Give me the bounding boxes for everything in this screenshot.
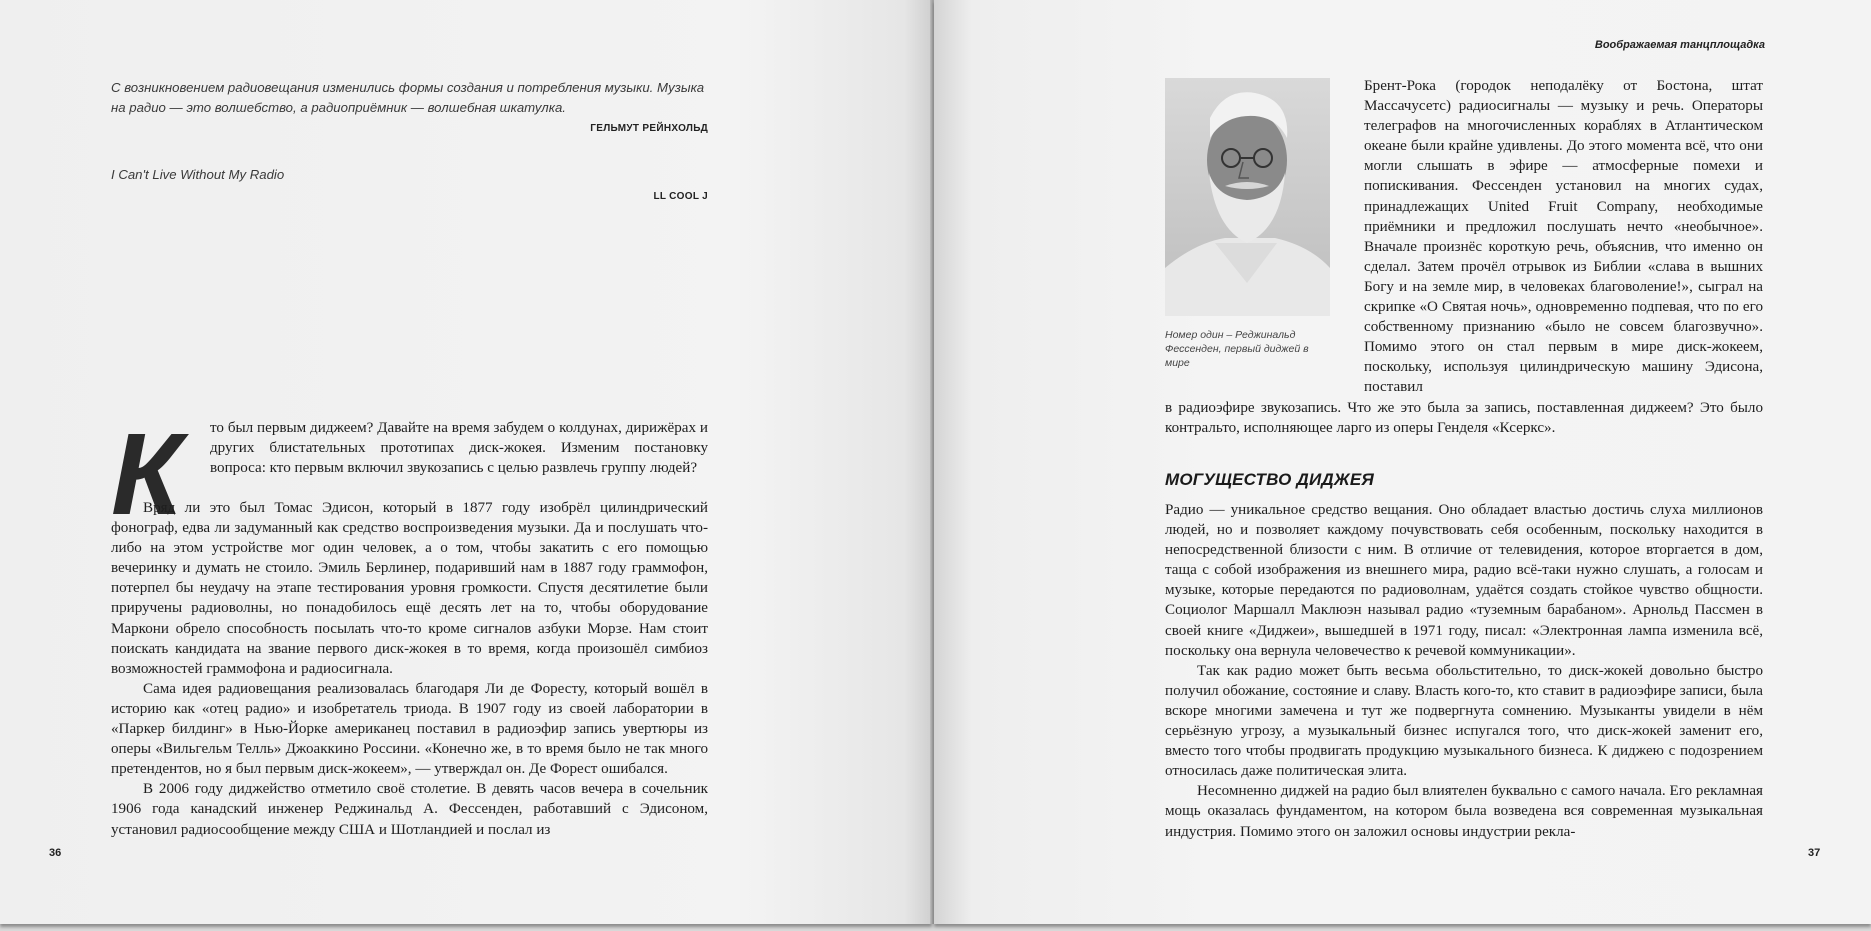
right-continued-text: [1364, 76, 1763, 398]
body-paragraph: Сама идея радиовещания реализовалась благодаря Ли де Форесту, который вошёл в историю как «отец радио» и изобретатель триода. В 1907 году из своей лаборатории в «Паркер билдинг» в Нью-Йорке американец поставил в радиоэфир запись увертюры из оперы «Вильгельм Телль» Джоаккино Россини. «Конечно же, в то время было не так много претендентов, но я был первым диск-жокеем», — утверждал он. Де Форест ошибался.: [111, 680, 708, 778]
body-paragraph: Вряд ли это был Томас Эдисон, который в 1877 году изобрёл цилиндрический фонограф, едва ли задуманный как средство воспроизведения музыки. Да и послушать что-либо на этом устройстве мог один человек, а о том, чтобы закатить с его помощью вечеринку и думать не стоило. Эмиль Берлинер, подаривший нам в 1887 году граммофон, потерпел бы неудачу на этапе тестирования уровня громкости. Спустя десятилетие были приручены радиоволны, но понадобилось ещё десять лет на то, чтобы оборудование Маркони обрело способность посылать что-то кроме сигналов азбуки Морзе. Нам стоит поискать кандидата на звание первого диск-жокея в то время, когда произошёл симбиоз возможностей граммофона и радиосигнала.: [111, 500, 708, 677]
section-paragraph: Несомненно диджей на радио был влиятелен буквально с самого начала. Его рекламная мощь оказалась фундаментом, на котором была возведена вся современная музыкальная индустрия. Помимо этого он заложил основы индустрии рекла-: [1165, 783, 1763, 840]
epigraph-quote: I Can't Live Without My Radio: [111, 167, 285, 182]
continued-paragraph-2: в радиоэфире звукозапись. Что же это была за запись, поставленная диджеем? Это было контральто, исполняющее ларго из оперы Генделя «Ксеркс».: [1165, 400, 1763, 437]
page-number-right: 37: [1808, 847, 1821, 859]
drop-cap: К: [111, 409, 181, 539]
continued-paragraph: Брент-Рока (городок неподалёку от Бостона, штат Массачусетс) радиосигналы — музыку и речь. Операторы телеграфов на многочисленных кораблях в Атлантическом океане были крайне удивлены. До этого момента всё, что они могли слышать в эфире — атмосферные помехи и попискивания. Фессенден установил на многих судах, принадлежащих United Fruit Company, необходимые приёмники и предложил послушать нечто «необычное». Вначале произнёс короткую речь, объяснив, что именно он сделал. Затем прочёл отрывок из Библии «слава в вышних Богу и на земле мир, в человеках благоволение!», сыграл на скрипке «О Святая ночь», одновременно подпевая, что по его собственному признанию «было не совсем благозвучно». Помимо этого он стал первым в мире диск-жокеем, поскольку, используя цилиндрическую машину Эдисона, поставил: [1364, 78, 1763, 396]
section-title: МОГУЩЕСТВО ДИДЖЕЯ: [1165, 470, 1374, 489]
epigraph-author: LL COOL J: [653, 190, 708, 202]
opening-text: [210, 418, 708, 478]
portrait-photo: [1165, 78, 1330, 316]
body-paragraph: В 2006 году диджейство отметило своё столетие. В девять часов вечера в сочельник 1906 года канадский инженер Реджинальд А. Фессенден, работавший с Эдисоном, установил радиосообщение между США и Шотландией и послал из: [111, 781, 708, 838]
left-page: [0, 0, 932, 924]
epigraph-1: [111, 78, 708, 134]
portrait-image: [1165, 78, 1330, 316]
left-body-text: [111, 498, 708, 840]
right-section-text: [1165, 500, 1763, 842]
epigraph-author: ГЕЛЬМУТ РЕЙНХОЛЬД: [590, 123, 708, 134]
section-paragraph: Так как радио может быть весьма обольстительно, то диск-жокей довольно быстро получил обожание, состояние и славу. Власть кого-то, кто ставит в радиоэфире записи, была вскоре многими замечена и тут же подвергнута сомнению. Музыканты увидели в нём серьёзную угрозу, а музыкальный бизнес испугался того, что диск-жокей заменит его, вместо того чтобы продвигать продукцию музыкального бизнеса. К диджею с подозрением относилась даже политическая элита.: [1165, 662, 1763, 780]
page-number-left: 36: [49, 847, 62, 859]
opening-paragraph: то был первым диджеем? Давайте на время забудем о колдунах, дирижёрах и других блистательных прототипах диск-жокея. Изменим постановку вопроса: кто первым включил звукозапись с целью развлечь группу людей?: [210, 420, 708, 477]
photo-caption: Номер один – Реджинальд Фессенден, первый диджей в мире: [1165, 329, 1309, 369]
running-head: Воображаемая танцплощадка: [1594, 39, 1765, 51]
right-continued-text-2: [1165, 398, 1763, 438]
section-paragraph: Радио — уникальное средство вещания. Оно обладает властью достичь слуха миллионов людей, но и позволяет каждому почувствовать себя особенным, поскольку находится в непосредственной близости с ним. В отличие от телевидения, которое вторгается в дом, таща с собой изображения из внешнего мира, радио всё-таки нужно слушать, а голосам и музыке, которые передаются по радиоволнам, удаётся создать стойкое чувство общности. Социолог Маршалл Маклюэн называл радио «туземным барабаном». Арнольд Пассмен в своей книге «Диджеи», вышедшей в 1971 году, писал: «Электронная лампа изменила всё, поскольку она вернула человечество к речевой коммуникации».: [1165, 502, 1763, 659]
epigraph-quote: С возникновением радиовещания изменились формы создания и потребления музыки. Музыка на радио — это волшебство, а радиоприёмник — волшебная шкатулка.: [111, 80, 705, 115]
epigraph-2: [111, 165, 708, 202]
